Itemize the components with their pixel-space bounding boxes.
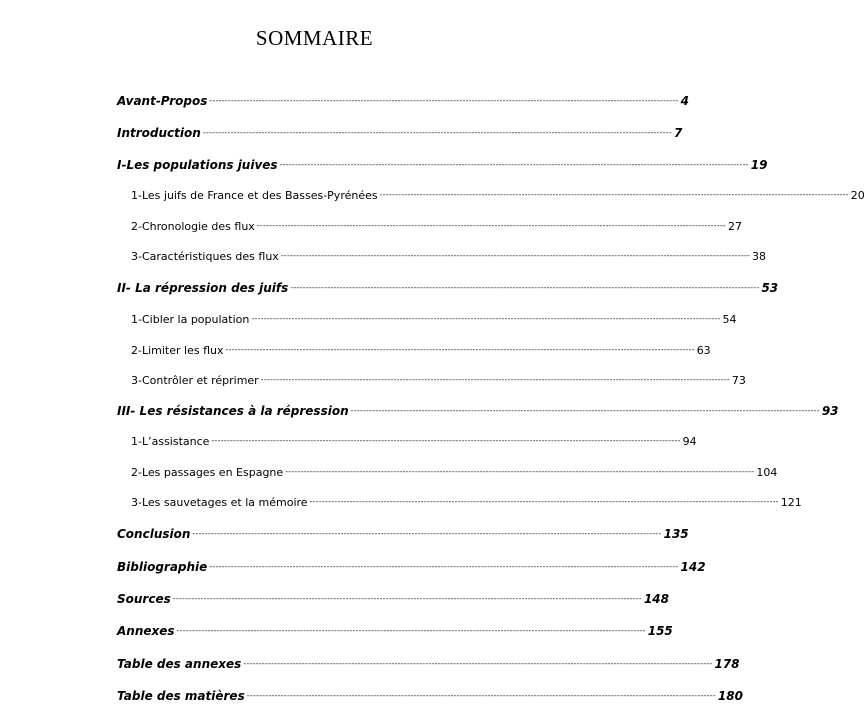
toc-page-number: 53	[761, 281, 779, 295]
dot-leader: --------------------------------------------------------------------------------------------------------------------------------------------------------	[256, 221, 726, 230]
toc-entry-3-2[interactable]	[131, 466, 778, 484]
toc-page-number: 148	[643, 592, 669, 606]
toc-number: 3-	[131, 496, 142, 509]
toc-label: Annexes	[117, 624, 175, 638]
toc-entry-part-3[interactable]	[117, 404, 839, 422]
toc-page-number: 180	[717, 689, 743, 703]
toc-entry-part-2[interactable]	[117, 281, 779, 299]
dot-leader: --------------------------------------------------------------------------------------------------------------------------------------------------------	[243, 659, 713, 668]
toc-entry-sources[interactable]	[117, 592, 669, 610]
toc-entry-table-annexes[interactable]	[117, 657, 740, 675]
toc-label: Conclusion	[117, 527, 191, 541]
toc-entry-2-2[interactable]	[131, 344, 711, 362]
toc-page-number: 178	[714, 657, 740, 671]
toc-page-number: 19	[750, 158, 768, 172]
toc-page-number: 27	[728, 220, 742, 233]
dot-leader: --------------------------------------------------------------------------------------------------------------------------------------------------------	[379, 190, 849, 199]
toc-number: 1-	[131, 435, 142, 448]
dot-leader: --------------------------------------------------------------------------------------------------------------------------------------------------------	[192, 529, 662, 538]
toc-label: Limiter les flux	[141, 344, 224, 357]
toc-number: 2-	[131, 466, 142, 479]
dot-leader: --------------------------------------------------------------------------------------------------------------------------------------------------------	[290, 283, 760, 292]
toc-page-number: 93	[821, 404, 839, 418]
dot-leader: --------------------------------------------------------------------------------------------------------------------------------------------------------	[309, 497, 779, 506]
toc-page-number: 7	[673, 126, 683, 140]
toc-label: Les populations juives	[126, 158, 278, 172]
toc-label: L’assistance	[141, 435, 210, 448]
toc-entry-part-1[interactable]	[117, 158, 768, 176]
toc-page-number: 38	[752, 250, 766, 263]
toc-label: Introduction	[117, 126, 201, 140]
toc-entry-3-3[interactable]	[131, 496, 802, 514]
dot-leader: --------------------------------------------------------------------------------------------------------------------------------------------------------	[246, 691, 716, 700]
toc-number: 1-	[131, 313, 142, 326]
toc-number: I-	[117, 158, 127, 172]
toc-entry-1-2[interactable]	[131, 220, 742, 238]
dot-leader: --------------------------------------------------------------------------------------------------------------------------------------------------------	[211, 436, 681, 445]
toc-page-number: 73	[731, 374, 746, 387]
toc-entry-2-1[interactable]	[131, 313, 737, 331]
toc-page-number: 155	[647, 624, 673, 638]
toc-entry-introduction[interactable]	[117, 126, 683, 144]
toc-label: Bibliographie	[117, 560, 208, 574]
toc-number: 3-	[131, 374, 142, 387]
toc-label: Cibler la population	[141, 313, 250, 326]
toc-label: Chronologie des flux	[141, 220, 255, 233]
toc-label: Table des annexes	[117, 657, 242, 671]
dot-leader: --------------------------------------------------------------------------------------------------------------------------------------------------------	[279, 160, 749, 169]
dot-leader: --------------------------------------------------------------------------------------------------------------------------------------------------------	[280, 251, 750, 260]
toc-page-number: 142	[680, 560, 706, 574]
toc-entry-3-1[interactable]	[131, 435, 697, 453]
toc-page-number: 63	[696, 344, 711, 357]
toc-label: Table des matières	[117, 689, 245, 703]
dot-leader: --------------------------------------------------------------------------------------------------------------------------------------------------------	[176, 626, 646, 635]
toc-entry-table-matieres[interactable]	[117, 689, 743, 707]
toc-entry-annexes[interactable]	[117, 624, 673, 642]
toc-entry-1-1[interactable]	[131, 189, 865, 207]
toc-label: III- Les résistances à la répression	[117, 404, 349, 418]
toc-page-number: 104	[756, 466, 778, 479]
toc-entry-1-3[interactable]	[131, 250, 766, 268]
toc-label: Caractéristiques des flux	[141, 250, 279, 263]
toc-page-number: 135	[663, 527, 689, 541]
toc-label: Les juifs de France et des Basses-Pyrénées	[141, 189, 378, 202]
toc-label: Sources	[117, 592, 171, 606]
dot-leader: --------------------------------------------------------------------------------------------------------------------------------------------------------	[285, 467, 755, 476]
toc-page-number: 54	[722, 313, 737, 326]
toc-entry-2-3[interactable]	[131, 374, 746, 392]
toc-number: 2-	[131, 344, 142, 357]
toc-page-number: 121	[780, 496, 802, 509]
toc-label: Avant-Propos	[117, 94, 208, 108]
dot-leader: --------------------------------------------------------------------------------------------------------------------------------------------------------	[225, 345, 695, 354]
toc-label: Contrôler et réprimer	[141, 374, 259, 387]
toc-number: 3-	[131, 250, 142, 263]
page-title: SOMMAIRE	[255, 26, 374, 50]
toc-label: II- La répression des juifs	[117, 281, 289, 295]
dot-leader: --------------------------------------------------------------------------------------------------------------------------------------------------------	[209, 96, 679, 105]
toc-label: Les sauvetages et la mémoire	[141, 496, 308, 509]
dot-leader: --------------------------------------------------------------------------------------------------------------------------------------------------------	[260, 375, 730, 384]
toc-entry-avant-propos[interactable]	[117, 94, 689, 112]
toc-page-number: 4	[680, 94, 689, 108]
toc-entry-bibliographie[interactable]	[117, 560, 706, 578]
toc-page-number: 94	[682, 435, 697, 448]
dot-leader: --------------------------------------------------------------------------------------------------------------------------------------------------------	[209, 562, 679, 571]
dot-leader: --------------------------------------------------------------------------------------------------------------------------------------------------------	[251, 314, 721, 323]
toc-label: Les passages en Espagne	[141, 466, 284, 479]
toc-page-number: 20	[850, 189, 865, 202]
toc-entry-conclusion[interactable]	[117, 527, 689, 545]
dot-leader: --------------------------------------------------------------------------------------------------------------------------------------------------------	[350, 406, 820, 415]
dot-leader: --------------------------------------------------------------------------------------------------------------------------------------------------------	[202, 128, 672, 137]
toc-number: 2-	[131, 220, 142, 233]
toc-number: 1-	[131, 189, 142, 202]
dot-leader: --------------------------------------------------------------------------------------------------------------------------------------------------------	[172, 594, 642, 603]
